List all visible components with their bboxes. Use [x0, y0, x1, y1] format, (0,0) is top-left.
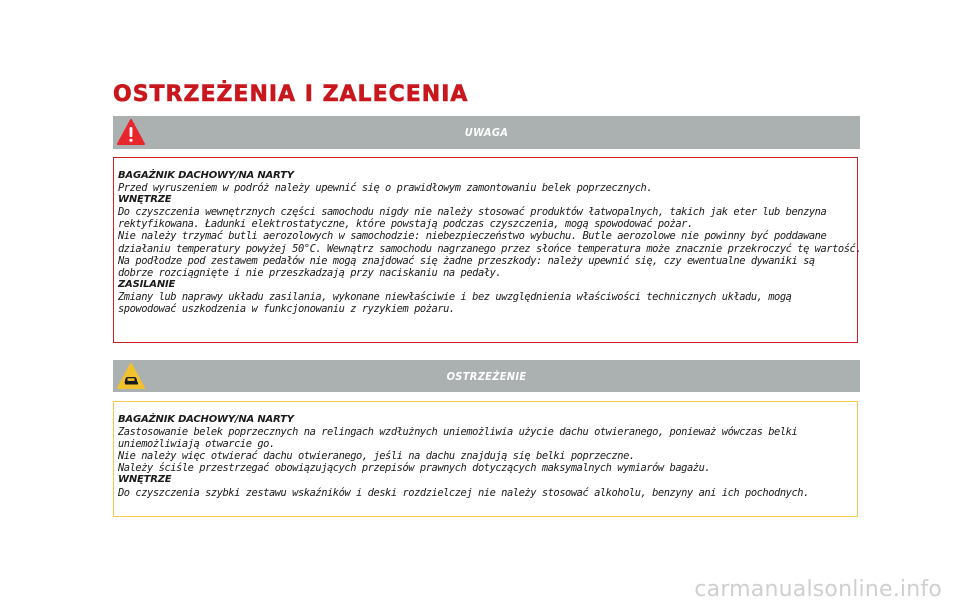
- caution-box-header: [113, 360, 860, 392]
- warning-box-label: UWAGA: [464, 126, 509, 139]
- section-subheading: WNĘTRZE: [118, 474, 172, 486]
- body-text-line: Na podłodze pod zestawem pedałów nie mogą znajdować się żadne przeszkody: należy upewnić się, czy ewentualne dywaniki są: [118, 254, 815, 267]
- body-text-line: Należy ściśle przestrzegać obowiązujących przepisów prawnych dotyczących maksymalnych wymiarów bagażu.: [118, 462, 711, 475]
- body-text-line: Do czyszczenia wewnętrznych części samochodu nigdy nie należy stosować produktów łatwopalnych, takich jak eter lub benzyna: [118, 206, 827, 219]
- body-text-line: Zastosowanie belek poprzecznych na relingach wzdłużnych uniemożliwia użycie dachu otwieranego, ponieważ wówczas belki: [118, 426, 798, 439]
- caution-box-label: OSTRZEŻENIE: [446, 369, 527, 383]
- car-caution-icon: [116, 361, 146, 391]
- warning-triangle-icon: [116, 117, 146, 147]
- warning-box-header: [113, 116, 860, 149]
- body-text-line: działaniu temperatury powyżej 50°C. Wewnątrz samochodu nagrzanego przez słońce temperatura może znacznie przekroczyć tę wartość.: [118, 242, 862, 255]
- section-subheading: BAGAŻNIK DACHOWY/NA NARTY: [118, 414, 294, 425]
- body-text-line: Do czyszczenia szybki zestawu wskaźników i deski rozdzielczej nie należy stosować alkoholu, benzyny ani ich pochodnych.: [118, 486, 809, 499]
- page-title: OSTRZEŻENIA I ZALECENIA: [113, 82, 469, 107]
- body-text-line: Nie należy więc otwierać dachu otwieranego, jeśli na dachu znajdują się belki poprzeczne.: [118, 450, 635, 463]
- warning-box-body: [113, 157, 862, 343]
- body-text-line: spowodować uszkodzenia w funkcjonowaniu z ryzykiem pożaru.: [118, 303, 455, 316]
- section-subheading: BAGAŻNIK DACHOWY/NA NARTY: [118, 170, 294, 181]
- body-text-line: Przed wyruszeniem w podróż należy upewnić się o prawidłowym zamontowaniu belek poprzecznych.: [118, 182, 653, 195]
- body-text-line: Nie należy trzymać butli aerozolowych w samochodzie: niebezpieczeństwo wybuchu. Butle aerozolowe nie powinny być poddawane: [118, 230, 827, 243]
- caution-box-body: [113, 401, 858, 517]
- watermark: carmanualsonline.info: [694, 577, 942, 602]
- body-text-line: Zmiany lub naprawy układu zasilania, wykonane niewłaściwie i bez uwzględnienia właściwości technicznych układu, mogą: [118, 290, 792, 303]
- body-text-line: dobrze rozciągnięte i nie przeszkadzają przy naciskaniu na pedały.: [118, 266, 502, 279]
- section-subheading: WNĘTRZE: [118, 194, 172, 206]
- body-text-line: uniemożliwiają otwarcie go.: [118, 438, 275, 451]
- body-text-line: rektyfikowana. Ładunki elektrostatyczne, które powstają podczas czyszczenia, mogą spowodować pożar.: [118, 218, 693, 231]
- section-subheading: ZASILANIE: [118, 278, 176, 290]
